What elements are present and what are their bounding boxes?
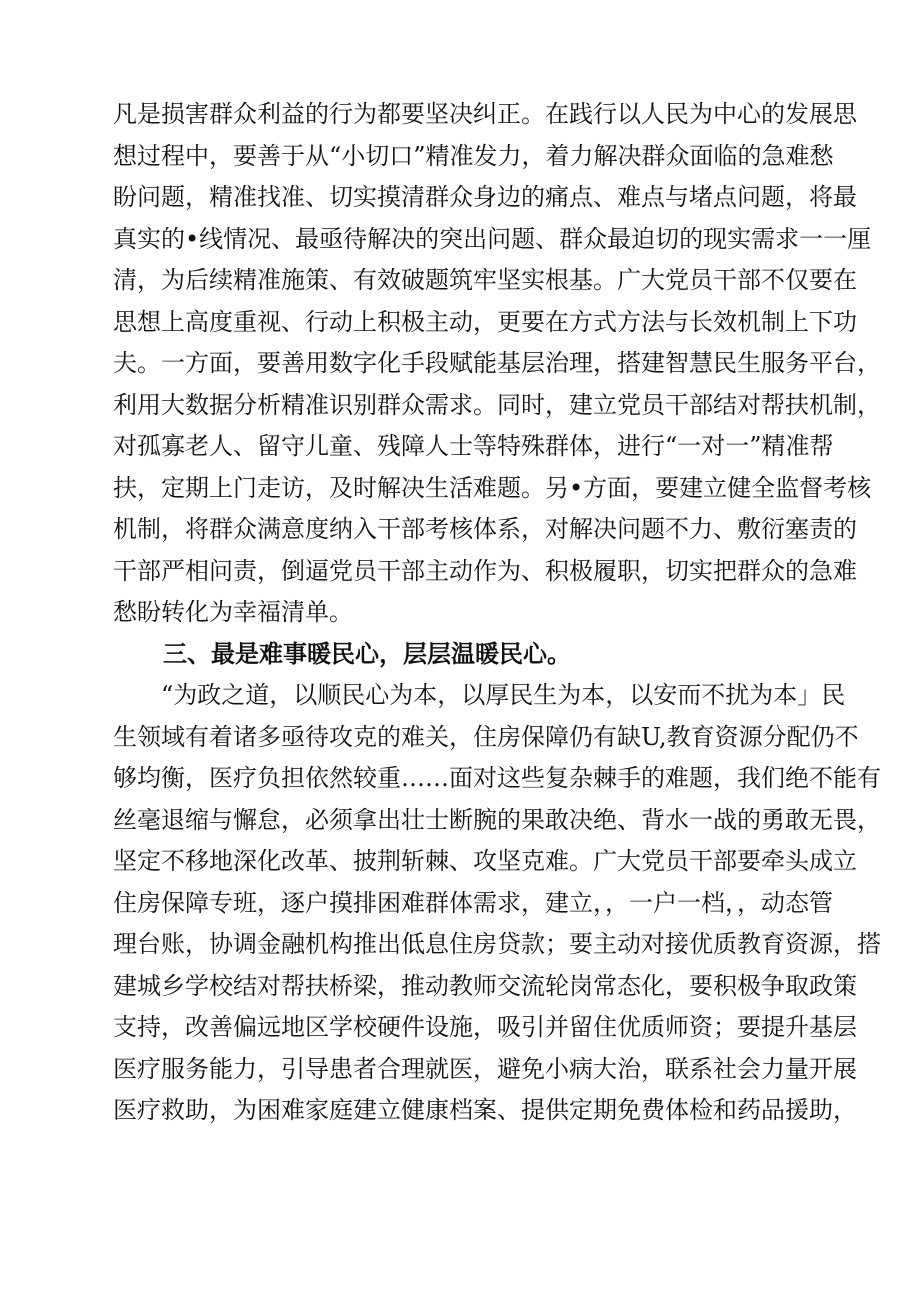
paragraph-line: 住房保障专班，逐户摸排困难群体需求，建立，，一户一档，，动态管	[113, 888, 833, 917]
section-heading: 三、最是难事暖民心，层层温暖民心。	[163, 639, 571, 668]
paragraph-line: 支持，改善偏远地区学校硬件设施，吸引并留住优质师资；要提升基层	[113, 1013, 857, 1041]
paragraph-line: 理台账，协调金融机构推出低息住房贷款；要主动对接优质教育资源，搭	[113, 930, 881, 958]
paragraph-line: 利用大数据分析精准识别群众需求。同时，建立党员干部结对帮扶机制，	[113, 390, 881, 419]
paragraph-line: 医疗救助，为困难家庭建立健康档案、提供定期免费体检和药品援助，	[113, 1096, 857, 1124]
paragraph-line: 丝毫退缩与懈怠，必须拿出壮士断腕的果敢决绝、背水一战的勇敢无畏，	[113, 805, 881, 834]
paragraph-line: 够均衡，医疗负担依然较重……面对这些复杂棘手的难题，我们绝不能有	[113, 764, 881, 792]
paragraph-1	[113, 94, 881, 634]
paragraph-line: 对孤寡老人、留守儿童、残障人士等特殊群体，进行“一对一”精准帮	[113, 432, 834, 460]
document-page	[113, 94, 881, 1132]
paragraph-line: 清，为后续精准施策、有效破题筑牢坚实根基。广大党员干部不仅要在	[113, 266, 857, 294]
paragraph-line: 夫。一方面，要善用数字化手段赋能基层治理，搭建智慧民生服务平台，	[113, 349, 881, 377]
paragraph-line: 机制，将群众满意度纳入干部考核体系，对解决问题不力、敷衍塞责的	[113, 515, 857, 543]
paragraph-line: 干部严相问责，倒逼党员干部主动作为、积极履职，切实把群众的急难	[113, 556, 857, 585]
paragraph-line: 生领域有着诸多亟待攻克的难关，住房保障仍有缺U,教育资源分配仍不	[113, 722, 859, 751]
paragraph-line: 思想上高度重视、行动上积极主动，更要在方式方法与长效机制上下功	[113, 307, 857, 336]
paragraph-line: 凡是损害群众利益的行为都要坚决纠正。在践行以人民为中心的发展思	[113, 100, 857, 128]
paragraph-line: 愁盼转化为幸福清单。	[113, 598, 353, 626]
paragraph-line: 想过程中，要善于从“小切口”精准发力，着力解决群众面临的急难愁	[113, 141, 834, 170]
paragraph-line: 医疗服务能力，引导患者合理就医，避免小病大治，联系社会力量开展	[113, 1054, 857, 1083]
paragraph-line: 扶，定期上门走访，及时解决生活难题。另•方面，要建立健全监督考核	[113, 473, 872, 502]
paragraph-line: 真实的•线情况、最亟待解决的突出问题、群众最迫切的现实需求一一厘	[113, 224, 872, 253]
paragraph-line: 坚定不移地深化改革、披荆斩棘、攻坚克难。广大党员干部要牵头成立	[113, 847, 857, 875]
paragraph-line: “为政之道，以顺民心为本，以厚民生为本，以安而不扰为本」民	[161, 681, 846, 709]
paragraph-2	[113, 675, 881, 1132]
paragraph-line: 盼问题，精准找准、切实摸清群众身边的痛点、难点与堵点问题，将最	[113, 183, 857, 211]
paragraph-line: 建城乡学校结对帮扶桥梁，推动教师交流轮岗常态化，要积极争取政策	[113, 971, 857, 1000]
